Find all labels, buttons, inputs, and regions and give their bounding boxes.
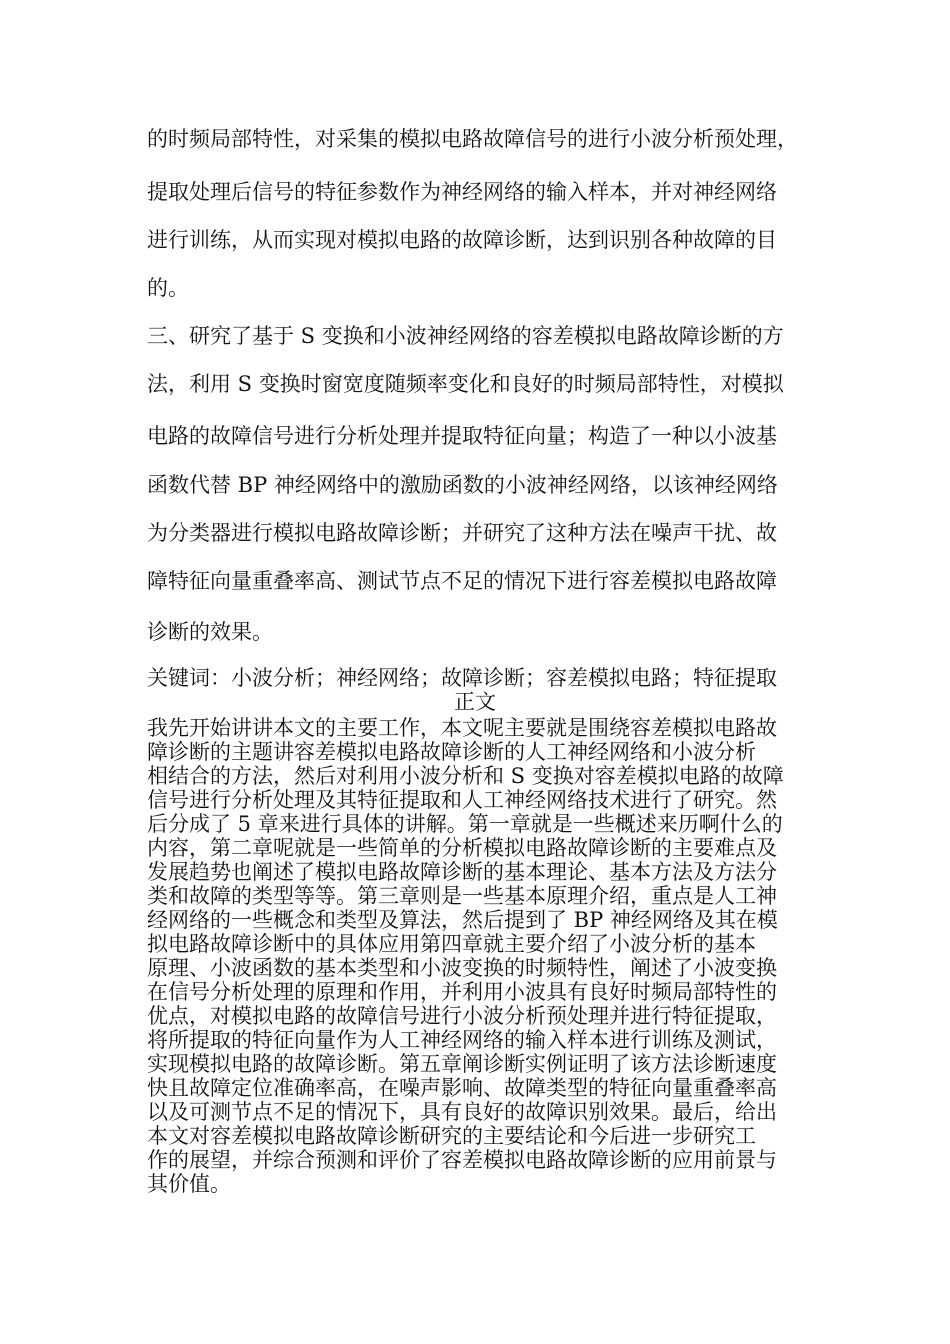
body-line: 以及可测节点不足的情况下，具有良好的故障识别效果。最后，给出 — [147, 1100, 777, 1124]
abstract-line: 为分类器进行模拟电路故障诊断；并研究了这种方法在噪声干扰、故 — [147, 521, 777, 545]
abstract-line: 的时频局部特性，对采集的模拟电路故障信号的进行小波分析预处理， — [147, 127, 798, 151]
abstract-line: 障特征向量重叠率高、测试节点不足的情况下进行容差模拟电路故障 — [147, 569, 777, 593]
body-line: 作的展望，并综合预测和评价了容差模拟电路故障诊断的应用前景与 — [147, 1148, 777, 1172]
abstract-line: 诊断的效果。 — [147, 620, 273, 644]
body-line: 障诊断的主题讲容差模拟电路故障诊断的人工神经网络和小波分析 — [147, 740, 756, 764]
abstract-line: 电路的故障信号进行分析处理并提取特征向量；构造了一种以小波基 — [147, 424, 777, 448]
body-line: 其价值。 — [147, 1172, 231, 1196]
body-line: 本文对容差模拟电路故障诊断研究的主要结论和今后进一步研究工 — [147, 1124, 756, 1148]
keywords-line: 关键词：小波分析；神经网络；故障诊断；容差模拟电路；特征提取 — [147, 666, 777, 690]
body-line: 相结合的方法，然后对利用小波分析和 S 变换对容差模拟电路的故障 — [147, 764, 784, 788]
body-line: 信号进行分析处理及其特征提取和人工神经网络技术进行了研究。然 — [147, 788, 777, 812]
body-line: 内容，第二章呢就是一些简单的分析模拟电路故障诊断的主要难点及 — [147, 836, 777, 860]
body-line: 后分成了 5 章来进行具体的讲解。第一章就是一些概述来历啊什么的 — [147, 812, 783, 836]
body-line: 类和故障的类型等等。第三章则是一些基本原理介绍，重点是人工神 — [147, 884, 777, 908]
abstract-line: 法，利用 S 变换时窗宽度随频率变化和良好的时频局部特性，对模拟 — [147, 372, 784, 396]
abstract-line: 提取处理后信号的特征参数作为神经网络的输入样本，并对神经网络 — [147, 180, 777, 204]
body-line: 经网络的一些概念和类型及算法，然后提到了 BP 神经网络及其在模 — [147, 908, 778, 932]
abstract-line: 进行训练，从而实现对模拟电路的故障诊断，达到识别各种故障的目 — [147, 228, 777, 252]
section-heading: 正文 — [454, 690, 496, 714]
abstract-line: 三、研究了基于 S 变换和小波神经网络的容差模拟电路故障诊断的方 — [147, 324, 784, 348]
body-line: 将所提取的特征向量作为人工神经网络的输入样本进行训练及测试， — [147, 1028, 777, 1052]
body-line: 我先开始讲讲本文的主要工作，本文呢主要就是围绕容差模拟电路故 — [147, 716, 777, 740]
body-line: 发展趋势也阐述了模拟电路故障诊断的基本理论、基本方法及方法分 — [147, 860, 777, 884]
body-line: 在信号分析处理的原理和作用，并利用小波具有良好时频局部特性的 — [147, 980, 777, 1004]
abstract-line: 的。 — [147, 276, 189, 300]
body-line: 快且故障定位准确率高，在噪声影响、故障类型的特征向量重叠率高 — [147, 1076, 777, 1100]
abstract-line: 函数代替 BP 神经网络中的激励函数的小波神经网络，以该神经网络 — [147, 473, 778, 497]
body-line: 优点，对模拟电路的故障信号进行小波分析预处理并进行特征提取， — [147, 1004, 777, 1028]
body-line: 拟电路故障诊断中的具体应用第四章就主要介绍了小波分析的基本 — [147, 932, 756, 956]
body-line: 实现模拟电路的故障诊断。第五章阐诊断实例证明了该方法诊断速度 — [147, 1052, 777, 1076]
body-line: 原理、小波函数的基本类型和小波变换的时频特性，阐述了小波变换 — [147, 956, 777, 980]
